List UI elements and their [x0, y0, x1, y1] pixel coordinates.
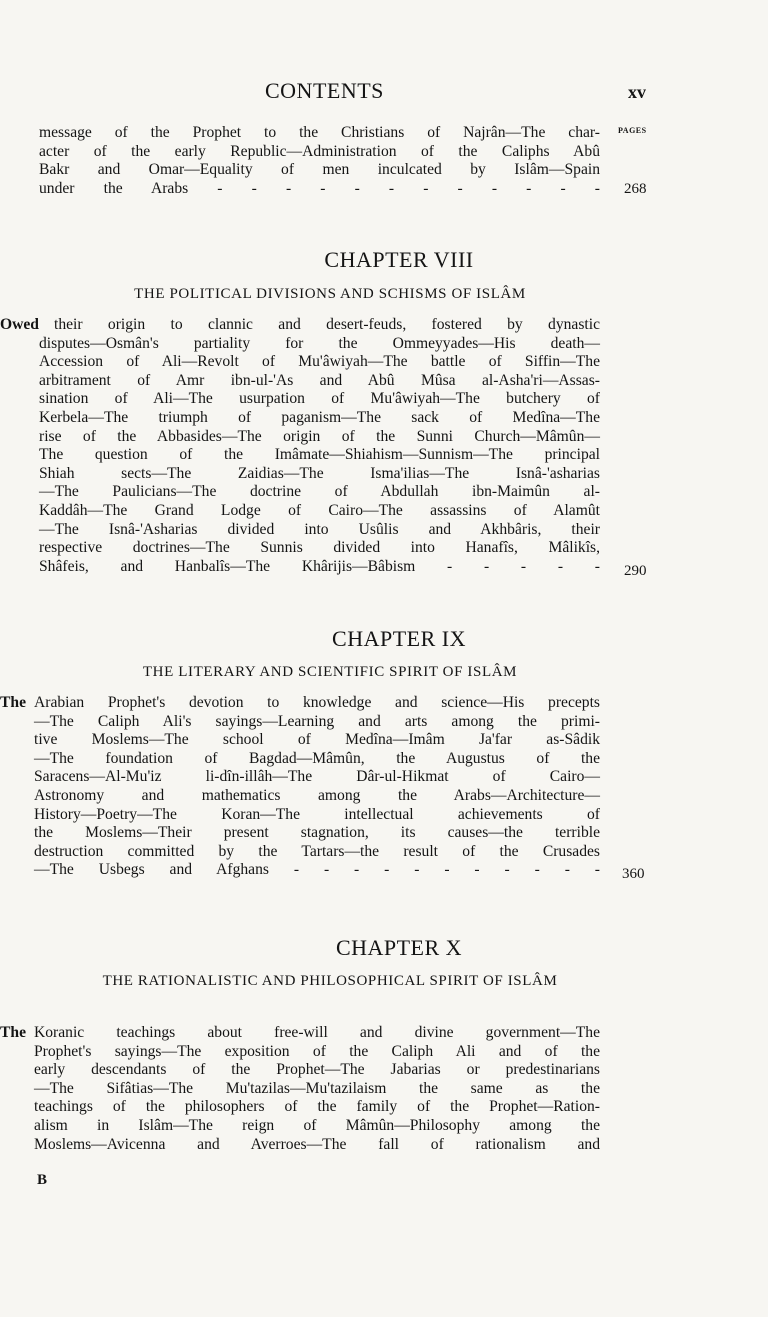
entry-line: alism in Islâm—The reign of Mâmûn—Philosophy among the — [34, 1116, 600, 1134]
entry-line: The question of the Imâmate—Shiahism—Sunnism—The principal — [39, 446, 600, 464]
pages-column-label: PAGES — [618, 126, 647, 135]
intro-entry-text — [39, 124, 600, 198]
entry-line: the Moslems—Their present stagnation, its causes—the terrible — [34, 824, 600, 842]
entry-line: disputes—Osmân's partiality for the Ommeyyades—His death— — [39, 334, 600, 352]
entry-line: Koranic teachings about free-will and divine government—The — [34, 1024, 600, 1041]
entry-line: Shâfeis, and Hanbalîs—The Khârijis—Bâbism - - - - - — [39, 557, 600, 575]
chapter-lead-word: Owed — [0, 316, 39, 333]
entry-line: their origin to clannic and desert-feuds, fostered by dynastic — [54, 316, 600, 333]
entry-line: Bakr and Omar—Equality of men inculcated by Islâm—Spain — [39, 161, 600, 179]
signature-mark: B — [37, 1172, 48, 1188]
chapter-page: 290 — [624, 563, 647, 579]
entry-line: Moslems—Avicenna and Averroes—The fall of rationalism and — [34, 1135, 600, 1153]
chapter-entry-text — [39, 335, 600, 577]
chapter-subtitle: THE LITERARY AND SCIENTIFIC SPIRIT OF ISLÂM — [142, 664, 518, 680]
entry-line: Prophet's sayings—The exposition of the Caliph Ali and of the — [34, 1042, 600, 1060]
chapter-heading: CHAPTER IX — [332, 626, 466, 651]
entry-line: acter of the early Republic—Administration of the Caliphs Abû — [39, 142, 600, 160]
entry-line: tive Moslems—The school of Medîna—Imâm Ja'far as-Sâdik — [34, 731, 600, 749]
chapter-subtitle: THE POLITICAL DIVISIONS AND SCHISMS OF ISLÂM — [134, 286, 526, 302]
entry-line: —The Sifâtias—The Mu'tazilas—Mu'tazilaism the same as the — [34, 1079, 600, 1097]
chapter-lead-word: The — [0, 694, 26, 711]
entry-line: message of the Prophet to the Christians of Najrân—The char- — [39, 124, 600, 141]
chapter-subtitle: THE RATIONALISTIC AND PHILOSOPHICAL SPIRIT OF ISLÂM — [102, 973, 558, 989]
entry-line: Arabian Prophet's devotion to knowledge and science—His precepts — [34, 694, 600, 711]
entry-line: sination of Ali—The usurpation of Mu'âwiyah—The butchery of — [39, 390, 600, 408]
entry-line: Accession of Ali—Revolt of Mu'âwiyah—The battle of Siffin—The — [39, 353, 600, 371]
chapter-first-line — [34, 694, 600, 713]
running-head: CONTENTS — [265, 78, 384, 103]
entry-line: —The Paulicians—The doctrine of Abdullah ibn-Maimûn al- — [39, 483, 600, 501]
entry-line: teachings of the philosophers of the family of the Prophet—Ration- — [34, 1098, 600, 1116]
entry-line: —The Caliph Ali's sayings—Learning and arts among the primi- — [34, 712, 600, 730]
entry-line: respective doctrines—The Sunnis divided into Hanafîs, Mâlikîs, — [39, 539, 600, 557]
entry-line: early descendants of the Prophet—The Jabarias or predestinarians — [34, 1061, 600, 1079]
entry-line: under the Arabs - - - - - - - - - - - - — [39, 179, 600, 197]
chapter-first-line — [34, 1024, 600, 1043]
entry-line: rise of the Abbasides—The origin of the Sunni Church—Mâmûn— — [39, 427, 600, 445]
page-number: xv — [628, 82, 646, 102]
entry-line: destruction committed by the Tartars—the result of the Crusades — [34, 842, 600, 860]
chapter-page: 360 — [622, 866, 645, 882]
entry-line: Kerbela—The triumph of paganism—The sack of Medîna—The — [39, 408, 600, 426]
entry-line: —The Isnâ-'Asharias divided into Usûlis and Akhbâris, their — [39, 520, 600, 538]
chapter-entry-text — [34, 1043, 600, 1155]
entry-line: Saracens—Al-Mu'iz li-dîn-illâh—The Dâr-ul-Hikmat of Cairo— — [34, 768, 600, 786]
chapter-first-line — [54, 316, 600, 335]
chapter-lead-word: The — [0, 1024, 26, 1041]
entry-line: History—Poetry—The Koran—The intellectual achievements of — [34, 805, 600, 823]
intro-entry-page: 268 — [624, 181, 647, 197]
entry-line: arbitrament of Amr ibn-ul-'As and Abû Mûsa al-Asha'ri—Assas- — [39, 371, 600, 389]
entry-line: Kaddâh—The Grand Lodge of Cairo—The assassins of Alamût — [39, 501, 600, 519]
entry-line: Astronomy and mathematics among the Arabs—Architecture— — [34, 786, 600, 804]
entry-line: Shiah sects—The Zaidias—The Isma'ilias—The Isnâ-'asharias — [39, 464, 600, 482]
chapter-entry-text — [34, 713, 600, 880]
entry-line: —The foundation of Bagdad—Mâmûn, the Augustus of the — [34, 749, 600, 767]
entry-line: —The Usbegs and Afghans - - - - - - - - - - - — [34, 861, 600, 879]
chapter-heading: CHAPTER X — [335, 935, 463, 960]
chapter-heading: CHAPTER VIII — [324, 247, 474, 272]
